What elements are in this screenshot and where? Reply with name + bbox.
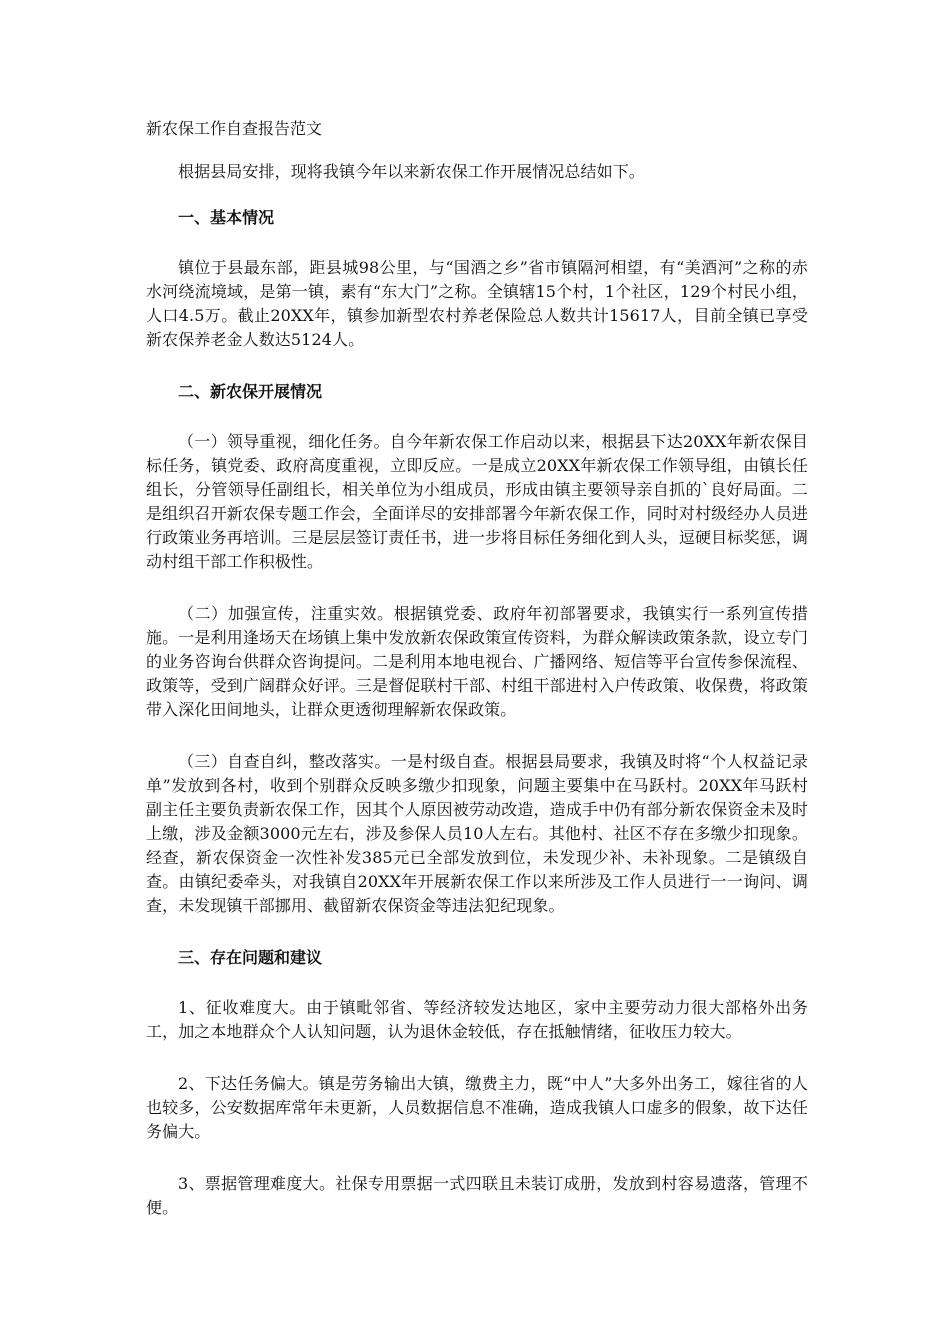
section-paragraph: 1、征收难度大。由于镇毗邻省、等经济较发达地区，家中主要劳动力很大部格外出务工，加之本地群众个人认知问题，认为退休金较低，存在抵触情绪，征收压力较大。 — [146, 998, 808, 1041]
section-heading-basic: 一、基本情况 — [178, 208, 275, 227]
section-heading-problems: 三、存在问题和建议 — [178, 948, 323, 967]
document-title: 新农保工作自查报告范文 — [146, 119, 323, 138]
section-paragraph: 镇位于县最东部，距县城98公里，与“国酒之乡”省市镇隔河相望，有“美酒河”之称的赤水河绕流境域，是第一镇，素有“东大门”之称。全镇辖15个村，1个社区，129个村民小组，人口4.5万。截止20XX年，镇参加新型农村养老保险总人数共计15617人，目前全镇已享受新农保养老金人数达5124人。 — [146, 258, 808, 349]
section-paragraph: （三）自查自纠，整改落实。一是村级自查。根据县局要求，我镇及时将“个人权益记录单”发放到各村，收到个别群众反映多缴少扣现象，问题主要集中在马跃村。20XX年马跃村副主任主要负责新农保工作，因其个人原因被劳动改造，造成手中仍有部分新农保资金未及时上缴，涉及金额3000元左右，涉及参保人员10人左右。其他村、社区不存在多缴少扣现象。经查，新农保资金一次性补发385元已全部发放到位，未发现少补、未补现象。二是镇级自查。由镇纪委牵头，对我镇自20XX年开展新农保工作以来所涉及工作人员进行一一询问、调查，未发现镇干部挪用、截留新农保资金等违法犯纪现象。 — [146, 752, 808, 915]
document-body — [146, 114, 808, 1248]
intro-paragraph: 根据县局安排，现将我镇今年以来新农保工作开展情况总结如下。 — [178, 162, 645, 181]
section-paragraph: 2、下达任务偏大。镇是劳务输出大镇，缴费主力，既“中人”大多外出务工，嫁往省的人也较多，公安数据库常年未更新，人员数据信息不准确，造成我镇人口虚多的假象，故下达任务偏大。 — [146, 1074, 808, 1141]
section-paragraph: （一）领导重视，细化任务。自今年新农保工作启动以来，根据县下达20XX年新农保目标任务，镇党委、政府高度重视，立即反应。一是成立20XX年新农保工作领导组，由镇长任组长，分管领导任副组长，相关单位为小组成员，形成由镇主要领导亲自抓的`良好局面。二是组织召开新农保专题工作会，全面详尽的安排部署今年新农保工作，同时对村级经办人员进行政策业务再培训。三是层层签订责任书，进一步将目标任务细化到人头，逗硬目标奖惩，调动村组干部工作积极性。 — [146, 432, 808, 571]
section-paragraph: 3、票据管理难度大。社保专用票据一式四联且未装订成册，发放到村容易遗落，管理不便。 — [146, 1174, 808, 1217]
section-heading-progress: 二、新农保开展情况 — [178, 382, 323, 401]
section-paragraph: （二）加强宣传，注重实效。根据镇党委、政府年初部署要求，我镇实行一系列宣传措施。一是利用逢场天在场镇上集中发放新农保政策宣传资料，为群众解读政策条款，设立专门的业务咨询台供群众咨询提问。二是利用本地电视台、广播网络、短信等平台宣传参保流程、政策等，受到广阔群众好评。三是督促联村干部、村组干部进村入户传政策、收保费，将政策带入深化田间地头，让群众更透彻理解新农保政策。 — [146, 604, 808, 719]
